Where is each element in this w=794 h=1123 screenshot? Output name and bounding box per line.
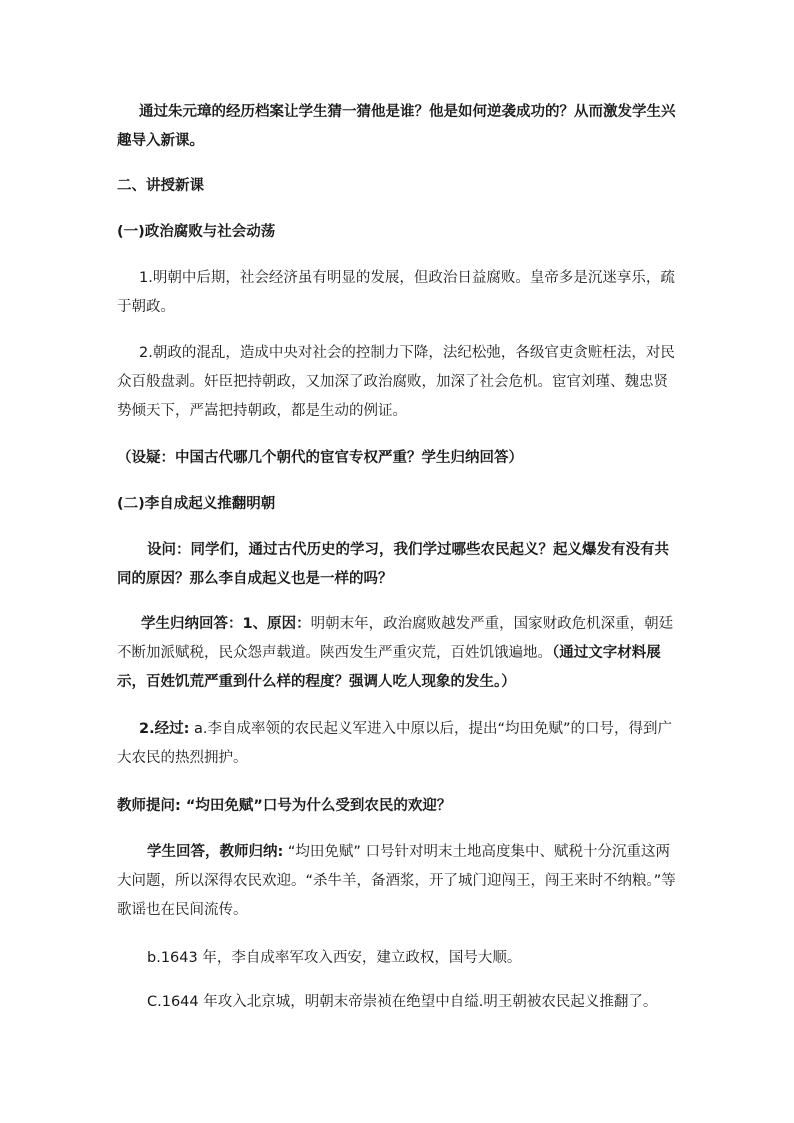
teacher-question: 教师提问: “均田免赋”口号为什么受到农民的欢迎？: [117, 798, 452, 814]
reply-label: 学生回答，教师归纳:: [147, 844, 284, 860]
answer-body: 明朝末年，政治腐败越发严重，国家财政危机深重，朝廷不断加派赋税，民众怨声载道。陕西发生严重灾荒，百姓饥饿遍地。: [117, 616, 674, 661]
reply-paragraph: [117, 838, 677, 925]
event-c-paragraph: C.1644 年攻入北京城，明朝末帝崇祯在绝望中自缢.明王朝被农民起义推翻了。: [147, 994, 658, 1010]
reply-body: “均田免赋” 口号针对明末土地高度集中、赋税十分沉重这两大问题，所以深得农民欢迎。“杀牛羊，备酒浆，开了城门迎闯王，闯王来时不纳粮。”等歌谣也在民间流传。: [117, 844, 676, 918]
process-paragraph: [117, 715, 677, 773]
question-peasant-uprisings: 设问：同学们，通过古代历史的学习，我们学过哪些农民起义？起义爆发有没有共同的原因？那么李自成起义也是一样的吗？: [117, 542, 669, 587]
event-b-paragraph: b.1643 年，李自成率军攻入西安，建立政权，国号大顺。: [147, 950, 522, 966]
answer-causes-paragraph: [117, 610, 677, 697]
answer-label: 学生归纳回答：1、原因：: [141, 616, 311, 632]
paragraph-court-chaos: 2.朝政的混乱，造成中央对社会的控制力下降，法纪松弛，各级官吏贪赃枉法，对民众百般盘剥。奸臣把持朝政，又加深了政治腐败，加深了社会危机。宦官刘瑾、魏忠贤势倾天下，严嵩把持朝政，都是生动的例证。: [117, 345, 675, 419]
question-eunuchs: （设疑：中国古代哪几个朝代的宦官专权严重？学生归纳回答）: [117, 450, 523, 466]
process-body: a.李自成率领的农民起义军进入中原以后，提出“均田免赋”的口号，得到广大农民的热烈拥护。: [117, 721, 673, 766]
process-label: 2.经过:: [139, 721, 190, 737]
intro-paragraph: 通过朱元璋的经历档案让学生猜一猜他是谁？他是如何逆袭成功的？从而激发学生兴趣导入新课。: [117, 104, 676, 149]
section-heading-new-lesson: 二、讲授新课: [117, 178, 204, 194]
paragraph-political-corruption: 1.明朝中后期，社会经济虽有明显的发展，但政治日益腐败。皇帝多是沉迷享乐，疏于朝政。: [117, 270, 675, 315]
subsection-heading-1: (一)政治腐败与社会动荡: [117, 224, 276, 240]
subsection-heading-2: (二)李自成起义推翻明朝: [117, 496, 276, 512]
answer-note: （通过文字材料展示，百姓饥荒严重到什么样的程度？强调人吃人现象的发生。）: [117, 645, 661, 690]
